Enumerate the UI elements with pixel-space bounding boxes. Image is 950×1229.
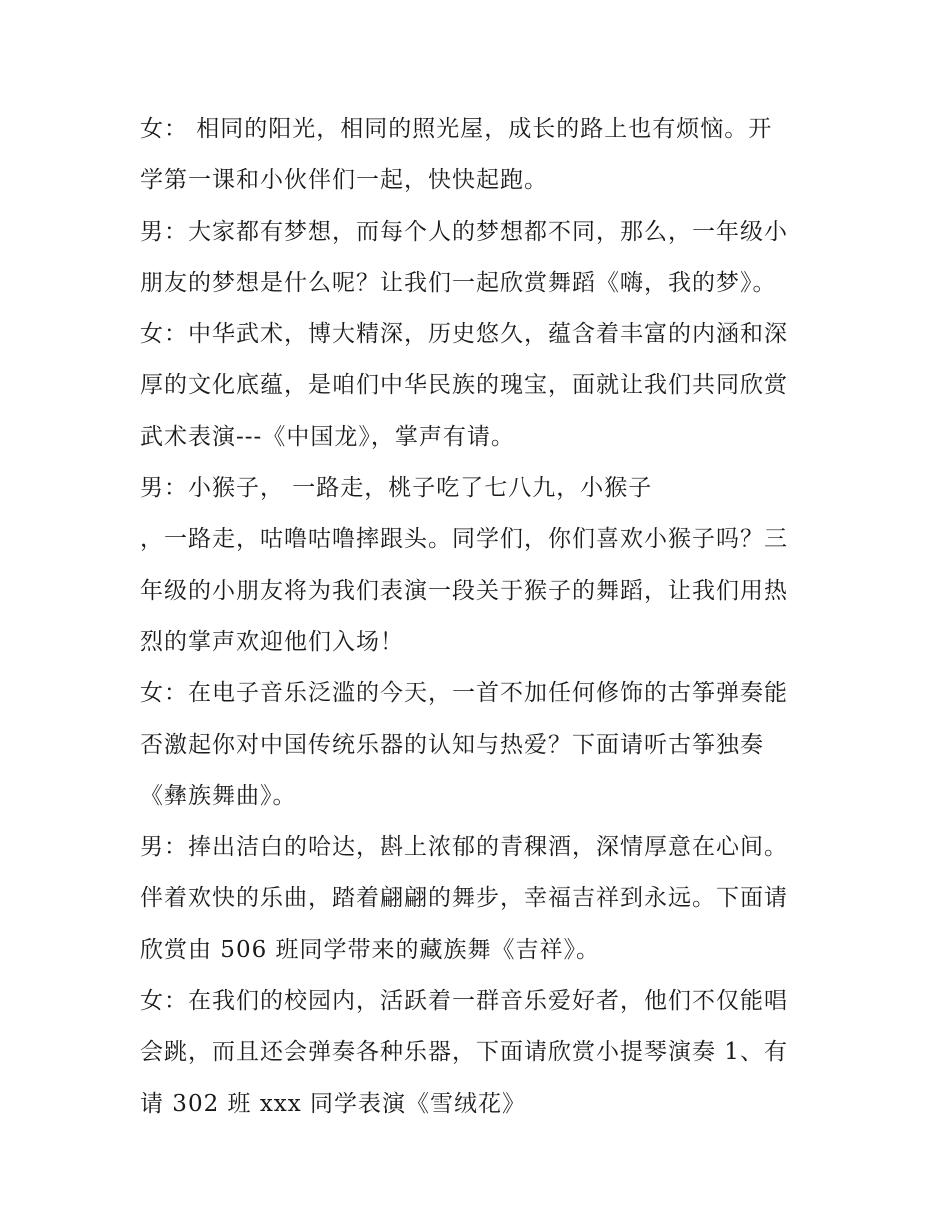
text-line: 烈的掌声欢迎他们入场！ xyxy=(140,628,404,655)
text-line: 请 302 班 xxx 同学表演《雪绒花》 xyxy=(140,1090,527,1117)
text-line: 男：大家都有梦想，而每个人的梦想都不同，那么，一年级小 xyxy=(140,218,788,245)
text-line: 女：中华武术，博大精深，历史悠久，蕴含着丰富的内涵和深 xyxy=(140,321,788,348)
text-line: 会跳，而且还会弹奏各种乐器，下面请欣赏小提琴演奏 1、有 xyxy=(140,1039,788,1066)
text-line: 欣赏由 506 班同学带来的藏族舞《吉祥》。 xyxy=(140,936,601,963)
text-line: 女：在我们的校园内，活跃着一群音乐爱好者，他们不仅能唱 xyxy=(140,988,788,1015)
text-line: 男：捧出洁白的哈达，斟上浓郁的青稞酒，深情厚意在心间。 xyxy=(140,834,788,861)
text-line: 否激起你对中国传统乐器的认知与热爱？下面请听古筝独奏 xyxy=(140,731,764,758)
text-line: 厚的文化底蕴，是咱们中华民族的瑰宝，面就让我们共同欣赏 xyxy=(140,372,788,399)
text-line: 年级的小朋友将为我们表演一段关于猴子的舞蹈，让我们用热 xyxy=(140,577,788,604)
text-line: 武术表演---《中国龙》，掌声有请。 xyxy=(140,423,515,450)
text-line: ，一路走，咕噜咕噜摔跟头。同学们，你们喜欢小猴子吗？三 xyxy=(140,526,788,553)
text-line: 伴着欢快的乐曲，踏着翩翩的舞步，幸福吉祥到永远。下面请 xyxy=(140,885,788,912)
text-line: 女： 相同的阳光，相同的照光屋，成长的路上也有烦恼。开 xyxy=(140,116,773,142)
text-line: 朋友的梦想是什么呢？让我们一起欣赏舞蹈《嗨，我的梦》。 xyxy=(140,269,777,296)
text-line: 学第一课和小伙伴们一起，快快起跑。 xyxy=(140,167,548,194)
text-line: 男：小猴子， 一路走，桃子吃了七八九，小猴子 xyxy=(140,475,653,502)
script-text xyxy=(140,104,820,1130)
text-line: 《彝族舞曲》。 xyxy=(140,782,297,809)
text-line: 女：在电子音乐泛滥的今天，一首不加任何修饰的古筝弹奏能 xyxy=(140,680,788,707)
